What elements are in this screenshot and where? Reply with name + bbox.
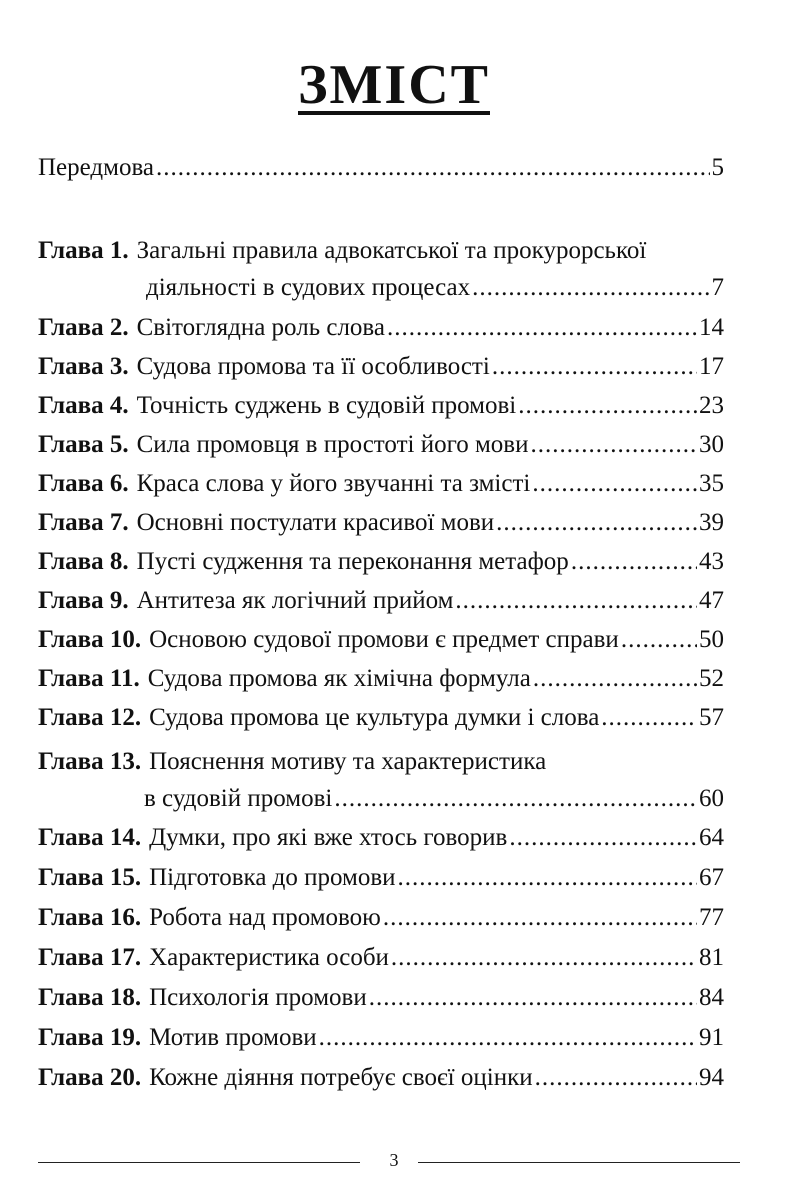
toc-entry-chapter-12: [38, 698, 724, 738]
toc-entry-label: Глава 15.: [38, 864, 142, 891]
toc-entry-title: Сила промовця в простоті його мови: [136, 431, 529, 458]
toc-entry-page: 7: [711, 274, 724, 301]
toc-entry-label: Глава 4.: [38, 392, 129, 419]
toc-entry-label: Глава 12.: [38, 704, 142, 731]
toc-entry-page: 57: [699, 704, 724, 731]
toc-entry-page: 81: [699, 944, 724, 971]
toc-entry-chapter-5: [38, 425, 724, 465]
dot-leader: [387, 308, 697, 348]
toc-entry-page: 14: [699, 314, 724, 341]
dot-leader: [621, 620, 697, 660]
dot-leader: [319, 1018, 697, 1058]
footer-rule-left: [38, 1162, 360, 1163]
toc-entry-chapter-9: [38, 581, 724, 621]
dot-leader: [472, 268, 709, 308]
toc-entry-label: Глава 11.: [38, 665, 140, 692]
toc-entry-label: Глава 14.: [38, 824, 142, 851]
toc-entry-label: Глава 2.: [38, 314, 129, 341]
toc-entry-title: Антитеза як логічний прийом: [136, 587, 454, 614]
dot-leader: [334, 779, 697, 819]
toc-entry-chapter-6: [38, 464, 724, 504]
footer-rule-right: [418, 1162, 740, 1163]
toc-entry-page: 84: [699, 984, 724, 1011]
toc-entry-title: Судова промова це культура думки і слова: [149, 704, 600, 731]
toc-entry-chapter-8: [38, 542, 724, 582]
toc-entry-chapter-20: [38, 1058, 724, 1098]
toc-entry-chapter-3: [38, 347, 724, 387]
toc-entry-chapter-17: [38, 938, 724, 978]
toc-entry-page: 23: [699, 392, 724, 419]
toc-entry-title: Основні постулати красивої мови: [136, 509, 495, 536]
toc-entry-page: 35: [699, 470, 724, 497]
toc-entry-title: Передмова: [38, 154, 155, 181]
toc-entry-page: 30: [699, 431, 724, 458]
toc-entry-preface: [38, 148, 724, 188]
toc-entry-page: 60: [699, 785, 724, 812]
dot-leader: [391, 938, 697, 978]
toc-entry-page: 91: [699, 1024, 724, 1051]
toc-entry-title: Точність суджень в судовій промові: [136, 392, 517, 419]
toc-entry-title: Робота над промовою: [149, 904, 381, 931]
dot-leader: [509, 818, 697, 858]
toc-entry-label: Глава 8.: [38, 548, 129, 575]
toc-entry-title: Загальні правила адвокатської та прокурорської: [136, 237, 647, 264]
dot-leader: [496, 503, 697, 543]
toc-entry-chapter-13: [38, 742, 724, 782]
dot-leader: [383, 898, 697, 938]
toc-entry-title: Кожне діяння потребує своєї оцінки: [149, 1064, 533, 1091]
toc-entry-title: Пусті судження та переконання метафор: [136, 548, 569, 575]
toc-entry-title: в судовій промові: [144, 785, 333, 812]
toc-entry-page: 64: [699, 824, 724, 851]
dot-leader: [533, 659, 697, 699]
toc-entry-page: 52: [699, 665, 724, 692]
toc-entry-title: Основою судової промови є предмет справи: [149, 626, 619, 653]
toc-entry-chapter-1-continued: [146, 268, 724, 308]
page-number: 3: [389, 1150, 399, 1170]
dot-leader: [492, 347, 697, 387]
toc-entry-label: Глава 20.: [38, 1064, 142, 1091]
toc-entry-page: 94: [699, 1064, 724, 1091]
toc-entry-chapter-1: [38, 231, 724, 271]
toc-entry-label: Глава 3.: [38, 353, 129, 380]
toc-entry-page: 5: [711, 154, 724, 181]
dot-leader: [571, 542, 697, 582]
toc-entry-title: Психологія промови: [149, 984, 367, 1011]
toc-entry-chapter-10: [38, 620, 724, 660]
toc-entry-label: Глава 1.: [38, 237, 129, 264]
toc-entry-page: 47: [699, 587, 724, 614]
toc-entry-chapter-16: [38, 898, 724, 938]
toc-entry-label: Глава 19.: [38, 1024, 142, 1051]
toc-entry-chapter-7: [38, 503, 724, 543]
toc-entry-chapter-14: [38, 818, 724, 858]
toc-entry-page: 77: [699, 904, 724, 931]
toc-entry-title: Світоглядна роль слова: [136, 314, 385, 341]
toc-entry-chapter-13-continued: [144, 779, 724, 819]
dot-leader: [156, 148, 709, 188]
toc-entry-label: Глава 9.: [38, 587, 129, 614]
toc-entry-title: Підготовка до промови: [149, 864, 396, 891]
dot-leader: [535, 1058, 697, 1098]
toc-entry-page: 50: [699, 626, 724, 653]
toc-entry-label: Глава 5.: [38, 431, 129, 458]
toc-entry-label: Глава 18.: [38, 984, 142, 1011]
toc-entry-page: 39: [699, 509, 724, 536]
contents-heading: [0, 52, 788, 118]
toc-entry-title: Характеристика особи: [149, 944, 389, 971]
toc-entry-chapter-15: [38, 858, 724, 898]
toc-entry-label: Глава 6.: [38, 470, 129, 497]
dot-leader: [532, 464, 697, 504]
toc-entry-label: Глава 16.: [38, 904, 142, 931]
toc-entry-title: Судова промова та її особливості: [136, 353, 490, 380]
toc-entry-label: Глава 17.: [38, 944, 142, 971]
toc-entry-chapter-4: [38, 386, 724, 426]
dot-leader: [601, 698, 697, 738]
toc-entry-page: 17: [699, 353, 724, 380]
toc-entry-label: Глава 13.: [38, 748, 142, 775]
toc-entry-chapter-19: [38, 1018, 724, 1058]
toc-entry-title: Мотив промови: [149, 1024, 317, 1051]
toc-entry-page: 67: [699, 864, 724, 891]
toc-entry-page: 43: [699, 548, 724, 575]
toc-entry-title: Краса слова у його звучанні та змісті: [136, 470, 531, 497]
toc-entry-title: діяльності в судових процесах: [146, 274, 471, 301]
toc-entry-title: Пояснення мотиву та характеристика: [149, 748, 547, 775]
toc-entry-chapter-18: [38, 978, 724, 1018]
toc-entry-title: Судова промова як хімічна формула: [147, 665, 531, 692]
toc-entry-title: Думки, про які вже хтось говорив: [149, 824, 508, 851]
toc-entry-label: Глава 7.: [38, 509, 129, 536]
dot-leader: [398, 858, 697, 898]
toc-entry-chapter-11: [38, 659, 724, 699]
dot-leader: [530, 425, 697, 465]
toc-entry-chapter-2: [38, 308, 724, 348]
dot-leader: [369, 978, 697, 1018]
dot-leader: [518, 386, 697, 426]
contents-heading-text: ЗМІСТ: [298, 54, 490, 116]
dot-leader: [455, 581, 697, 621]
toc-entry-label: Глава 10.: [38, 626, 142, 653]
